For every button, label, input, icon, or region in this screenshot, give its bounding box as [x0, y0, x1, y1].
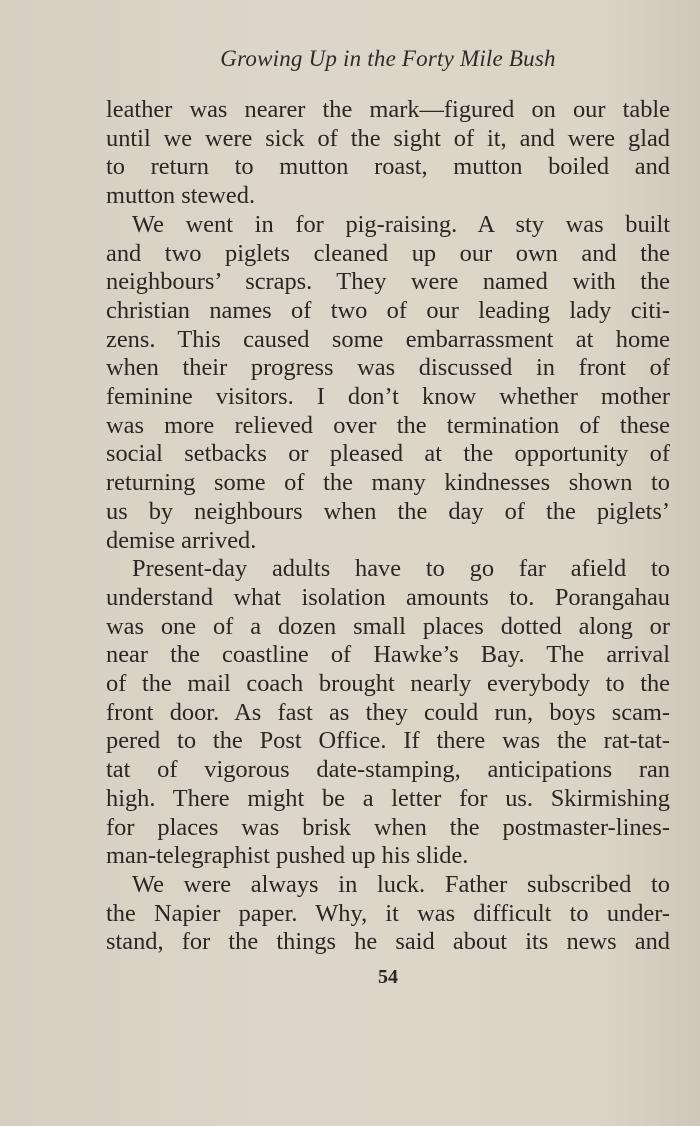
text-line: for places was brisk when the postmaster-lines-	[106, 813, 670, 841]
text-line: until we were sick of the sight of it, and were glad	[106, 124, 670, 152]
text-line: front door. As fast as they could run, boys scam-	[106, 698, 670, 726]
text-line: demise arrived.	[106, 526, 257, 554]
text-line: leather was nearer the mark—figured on our table	[106, 96, 670, 123]
text-line: high. There might be a letter for us. Skirmishing	[106, 784, 670, 812]
text-line: feminine visitors. I don’t know whether mother	[106, 383, 670, 411]
text-line: understand what isolation amounts to. Porangahau	[106, 583, 670, 611]
text-line: near the coastline of Hawke’s Bay. The arrival	[106, 641, 670, 669]
text-line: christian names of two of our leading lady citi-	[106, 296, 670, 324]
text-line: of the mail coach brought nearly everybody to the	[106, 670, 670, 698]
page-number: 54	[378, 966, 398, 988]
running-head: Growing Up in the Forty Mile Bush	[220, 46, 556, 71]
text-line: returning some of the many kindnesses shown to	[106, 469, 670, 497]
text-line: and two piglets cleaned up our own and the	[106, 239, 670, 267]
body-text	[106, 96, 670, 957]
text-line: We went in for pig-raising. A sty was built	[132, 210, 670, 238]
text-line: to return to mutton roast, mutton boiled and	[106, 153, 670, 181]
text-line: tat of vigorous date-stamping, anticipations ran	[106, 756, 670, 784]
paragraph	[106, 871, 670, 957]
text-line: social setbacks or pleased at the opportunity of	[106, 440, 670, 468]
paragraph	[106, 555, 670, 871]
text-line: the Napier paper. Why, it was difficult to under-	[106, 899, 670, 927]
text-line: stand, for the things he said about its news and	[106, 928, 670, 956]
text-line: when their progress was discussed in front of	[106, 354, 670, 382]
text-line: neighbours’ scraps. They were named with the	[106, 268, 670, 296]
text-line: zens. This caused some embarrassment at home	[106, 325, 670, 353]
text-line: Present-day adults have to go far afield to	[132, 555, 670, 583]
text-line: us by neighbours when the day of the piglets’	[106, 497, 670, 525]
paragraph	[106, 96, 670, 211]
text-line: was one of a dozen small places dotted along or	[106, 612, 670, 640]
text-line: pered to the Post Office. If there was the rat-tat-	[106, 727, 670, 755]
text-line: mutton stewed.	[106, 182, 256, 210]
paragraph	[106, 211, 670, 555]
text-line: was more relieved over the termination of these	[106, 411, 670, 439]
text-line: man-telegraphist pushed up his slide.	[106, 842, 469, 870]
text-line: We were always in luck. Father subscribed to	[132, 870, 670, 898]
